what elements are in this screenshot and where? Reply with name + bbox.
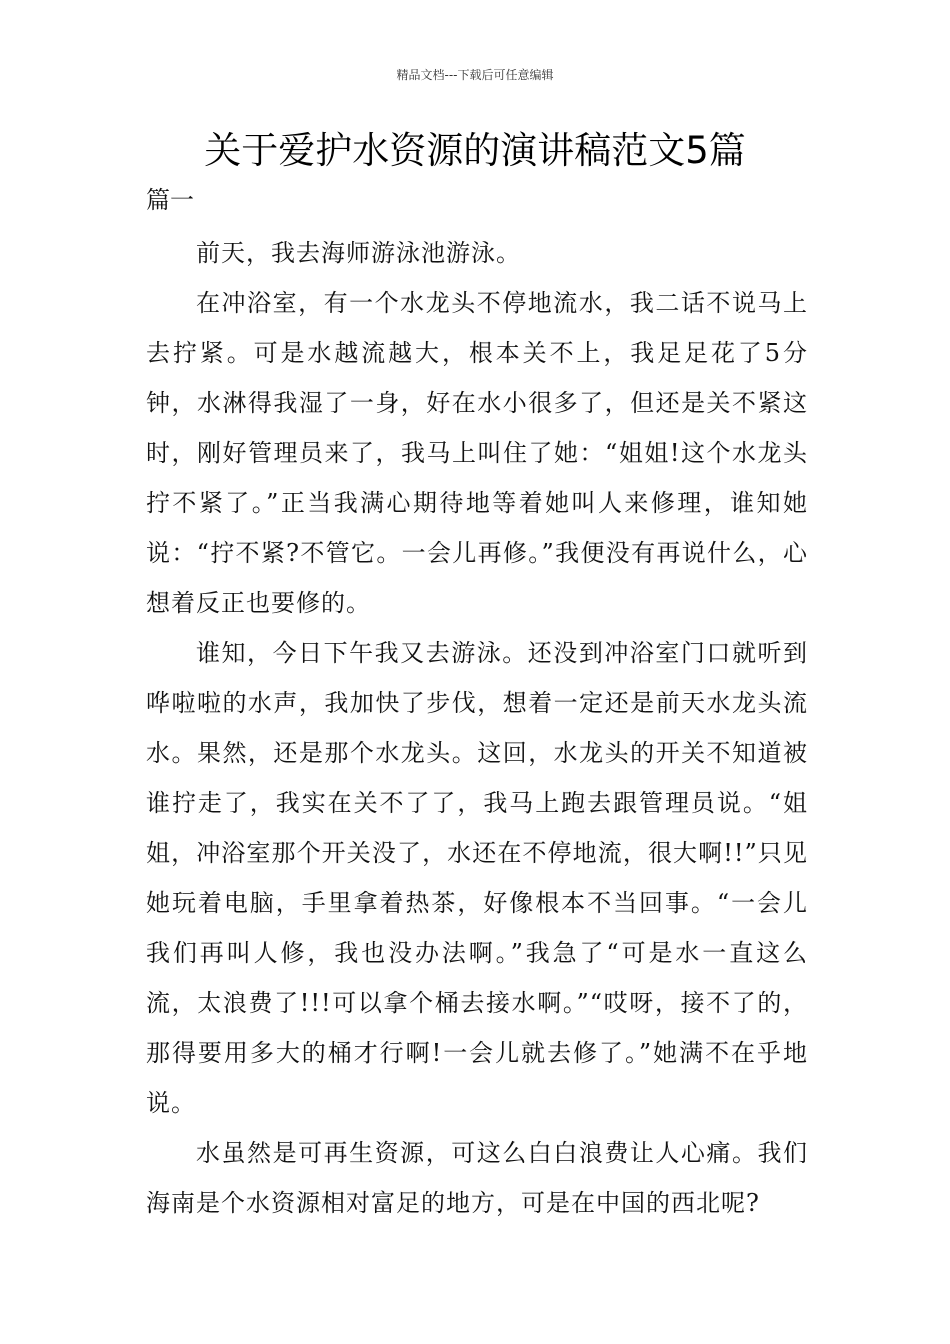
paragraph-2: 在冲浴室，有一个水龙头不停地流水，我二话不说马上去拧紧。可是水越流越大，根本关不上，我足足花了5分钟，水淋得我湿了一身，好在水小很多了，但还是关不紧这时，刚好管理员来了，我马上叫住了她：“姐姐!这个水龙头拧不紧了。”正当我满心期待地等着她叫人来修理，谁知她说：“拧不紧?不管它。一会儿再修。”我便没有再说什么，心想着反正也要修的。 [146,289,808,617]
body-text [146,228,808,1228]
paragraph-4: 水虽然是可再生资源，可这么白白浪费让人心痛。我们海南是个水资源相对富足的地方，可是在中国的西北呢? [146,1139,808,1217]
header-note: 精品文档---下载后可任意编辑 [396,68,554,82]
paragraph-3: 谁知，今日下午我又去游泳。还没到冲浴室门口就听到哗啦啦的水声，我加快了步伐，想着一定还是前天水龙头流水。果然，还是那个水龙头。这回，水龙头的开关不知道被谁拧走了，我实在关不了了，我马上跑去跟管理员说。“姐姐，冲浴室那个开关没了，水还在不停地流，很大啊!!”只见她玩着电脑，手里拿着热茶，好像根本不当回事。“一会儿我们再叫人修，我也没办法啊。”我急了“可是水一直这么流，太浪费了!!!可以拿个桶去接水啊。”“哎呀，接不了的，那得要用多大的桶才行啊!一会儿就去修了。”她满不在乎地说。 [146,639,808,1117]
paragraph-1: 前天，我去海师游泳池游泳。 [196,239,521,267]
document-title: 关于爱护水资源的演讲稿范文5篇 [204,129,746,172]
section-label: 篇一 [146,186,194,214]
